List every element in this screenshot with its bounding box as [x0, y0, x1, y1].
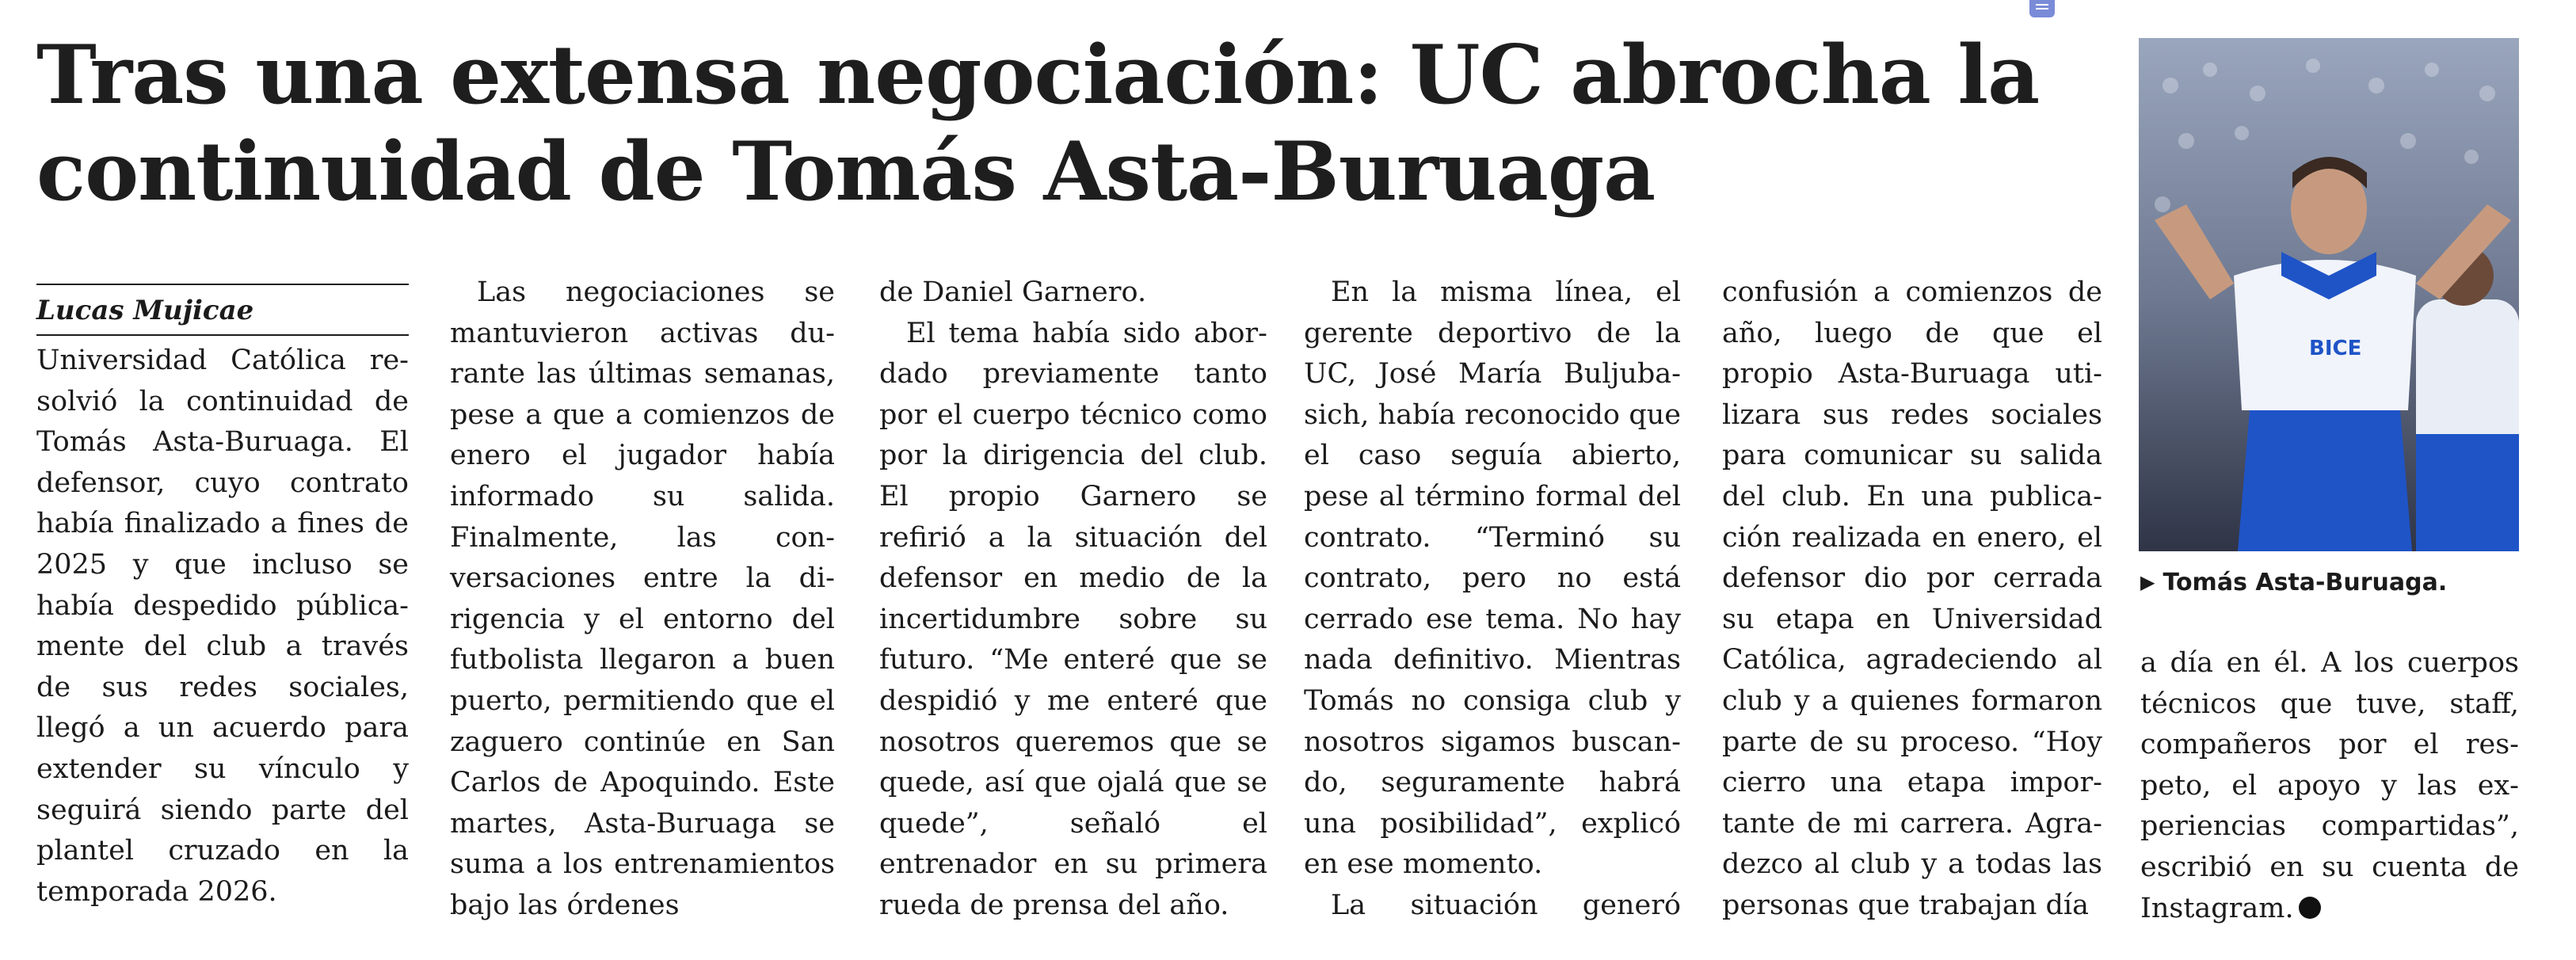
note-icon[interactable]	[2029, 0, 2055, 17]
photo-illustration	[2139, 38, 2519, 551]
player-photo	[2139, 38, 2519, 551]
paragraph: Las negociaciones se mantuvieron activas durante las últimas semanas, pese a que a comienzos de enero el jugador había informado su salida. Finalmente, las conversaciones entre la dirigencia y el entorno del futbolista llegaron a buen puerto, permitiendo que el zaguero continúe en San Carlos de Apoquindo. Este martes, Asta-Buruaga se suma a los entrenamientos bajo las órdenes	[450, 276, 835, 921]
text-column-5	[1722, 272, 2102, 927]
triangle-right-icon: ▶	[2140, 571, 2155, 593]
sponsor-logo-text: BICE	[2309, 337, 2362, 360]
caption-text: Tomás Asta-Buruaga.	[2163, 569, 2448, 596]
paragraph-text: a día en él. A los cuerpos técnicos que tuve, staff, compañeros por el respeto, el apoyo y las experiencias compartidas”, escribió en su cuenta de Instagram.	[2140, 647, 2519, 924]
text-column-2	[450, 272, 835, 927]
paragraph: confusión a comienzos de año, luego de que el propio Asta-Buruaga utilizara sus redes sociales para comunicar su salida del club. En una publicación realizada en enero, el defensor dio por cerrada su etapa en Universidad Católica, agradeciendo al club y a quienes formaron parte de su proceso. “Hoy cierro una etapa importante de mi carrera. Agradezco al club y a todas las personas que trabajan día	[1722, 276, 2102, 921]
text-column-6	[2140, 643, 2519, 929]
text-column-1	[36, 341, 409, 912]
paragraph: Universidad Católica resolvió la continuidad de Tomás Asta-Buruaga. El defensor, cuyo contrato había finalizado a fines de 2025 y que incluso se había despedido públicamente del club a través de sus redes sociales, llegó a un acuerdo para extender su vínculo y seguirá siendo parte del plantel cruzado en la temporada 2026.	[36, 345, 409, 908]
article-headline: Tras una extensa negociación: UC abrocha la continuidad de Tomás Asta-Buruaga	[36, 28, 2040, 219]
text-column-4	[1304, 272, 1681, 927]
paragraph: de Daniel Garnero.	[879, 276, 1147, 308]
text-column-3	[879, 272, 1267, 927]
paragraph: El tema había sido abordado previamente tanto por el cuerpo técnico como por la dirigencia del club. El propio Garnero se refirió a la situación del defensor en medio de la incertidumbre sobre su futuro. “Me enteré que se despidió y me enteré que nosotros queremos que se quede, así que ojalá que se quede”, señaló el entrenador en su primera rueda de prensa del año.	[879, 317, 1267, 921]
byline: Lucas Mujicae	[36, 285, 409, 336]
paragraph	[2140, 643, 2519, 929]
photo-caption	[2140, 562, 2521, 603]
paragraph: La situación generó	[1331, 889, 1681, 921]
paragraph: En la misma línea, el gerente deportivo de la UC, José María Buljubasich, había reconocido que el caso seguía abierto, pese al término formal del contrato. “Terminó su contrato, pero no está cerrado ese tema. No hay nada definitivo. Mientras Tomás no consiga club y nosotros sigamos buscando, seguramente habrá una posibilidad”, explicó en ese momento.	[1304, 276, 1681, 881]
byline-block	[36, 284, 409, 336]
end-of-article-dot-icon	[2299, 897, 2321, 919]
